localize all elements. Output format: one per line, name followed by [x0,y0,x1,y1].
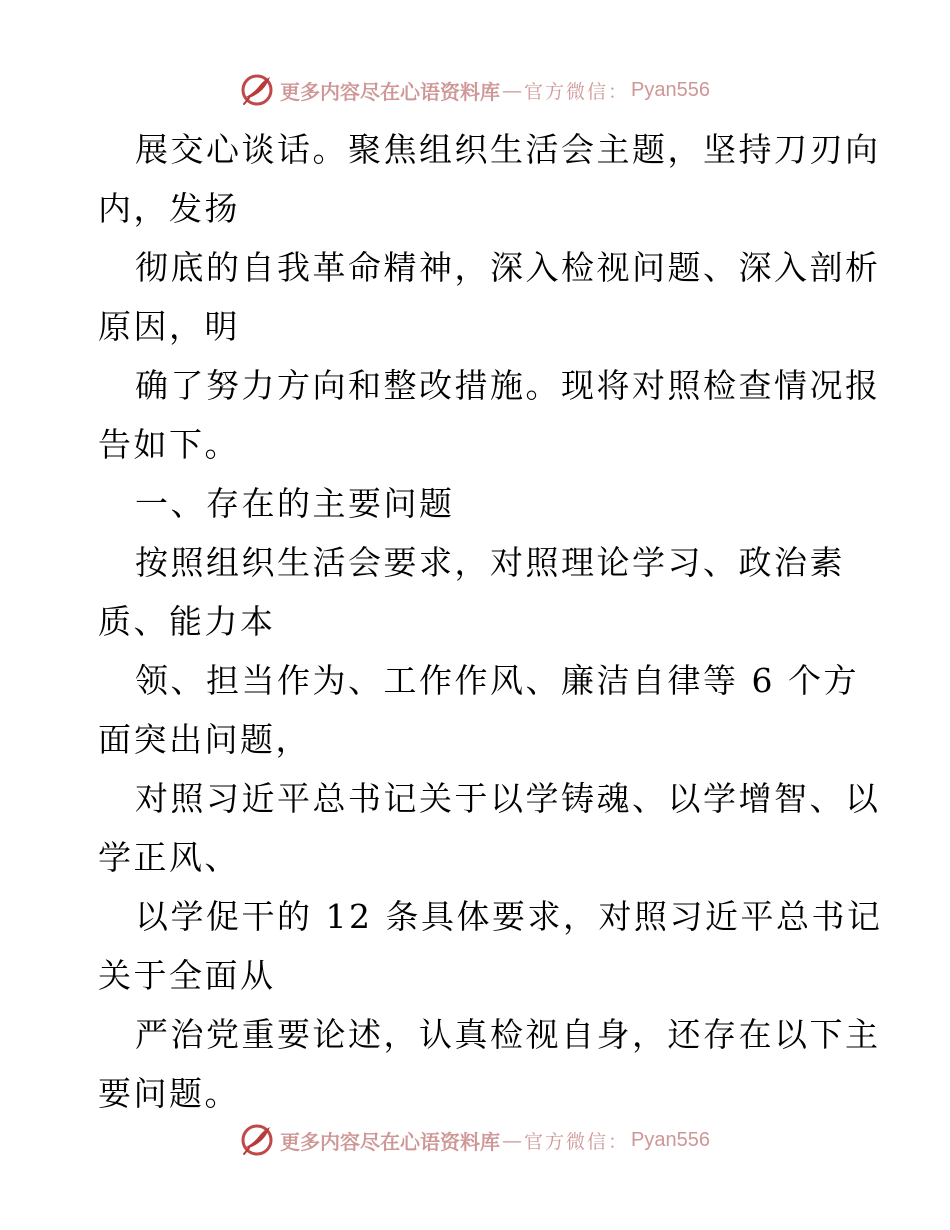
paragraph-line: 领、担当作为、工作作风、廉洁自律等 6 个方 [135,661,859,700]
paragraph-line: 原因，明 [98,307,240,346]
paragraph-line: 按照组织生活会要求，对照理论学习、政治素 [135,543,845,582]
header-wechat-label: 官方微信： [524,80,630,103]
paragraph-line: 确了努力方向和整改措施。现将对照检查情况报 [135,366,881,405]
paragraph-line: 彻底的自我革命精神，深入检视问题、深入剖析 [135,248,881,287]
footer-wechat-id: Pyan556 [631,1128,710,1151]
paragraph-line: 对照习近平总书记关于以学铸魂、以学增智、以 [135,779,881,818]
paragraph-line: 内，发扬 [98,189,240,228]
header-main-text: 更多内容尽在心语资料库 [280,79,500,104]
paragraph-line: 关于全面从 [98,956,276,995]
paragraph-line: 要问题。 [98,1074,240,1113]
quill-pen-logo-icon [240,73,274,107]
paragraph-line: 以学促干的 12 条具体要求，对照习近平总书记 [135,897,883,936]
footer-main-text: 更多内容尽在心语资料库 [280,1129,500,1154]
paragraph [98,533,858,651]
header-separator: — [502,78,522,102]
page-footer-banner [0,1120,950,1160]
header-wechat-id: Pyan556 [631,78,710,101]
paragraph-line: 质、能力本 [98,602,276,641]
paragraph-line: 面突出问题， [98,720,311,759]
footer-wechat-label: 官方微信： [524,1130,630,1153]
quill-pen-logo-icon [240,1123,274,1157]
paragraph [98,769,881,887]
document-body [98,120,883,1123]
paragraph [98,1005,881,1123]
footer-separator: — [502,1128,522,1152]
paragraph [98,238,881,356]
paragraph [98,651,858,769]
section-heading [98,474,858,533]
paragraph [98,356,881,474]
page-header-banner [0,70,950,110]
section-heading-text: 一、存在的主要问题 [135,484,455,523]
paragraph-line: 学正风、 [98,838,240,877]
paragraph [98,120,881,238]
paragraph [98,887,883,1005]
paragraph-line: 告如下。 [98,425,240,464]
paragraph-line: 展交心谈话。聚焦组织生活会主题，坚持刀刃向 [135,130,881,169]
paragraph-line: 严治党重要论述，认真检视自身，还存在以下主 [135,1015,881,1054]
